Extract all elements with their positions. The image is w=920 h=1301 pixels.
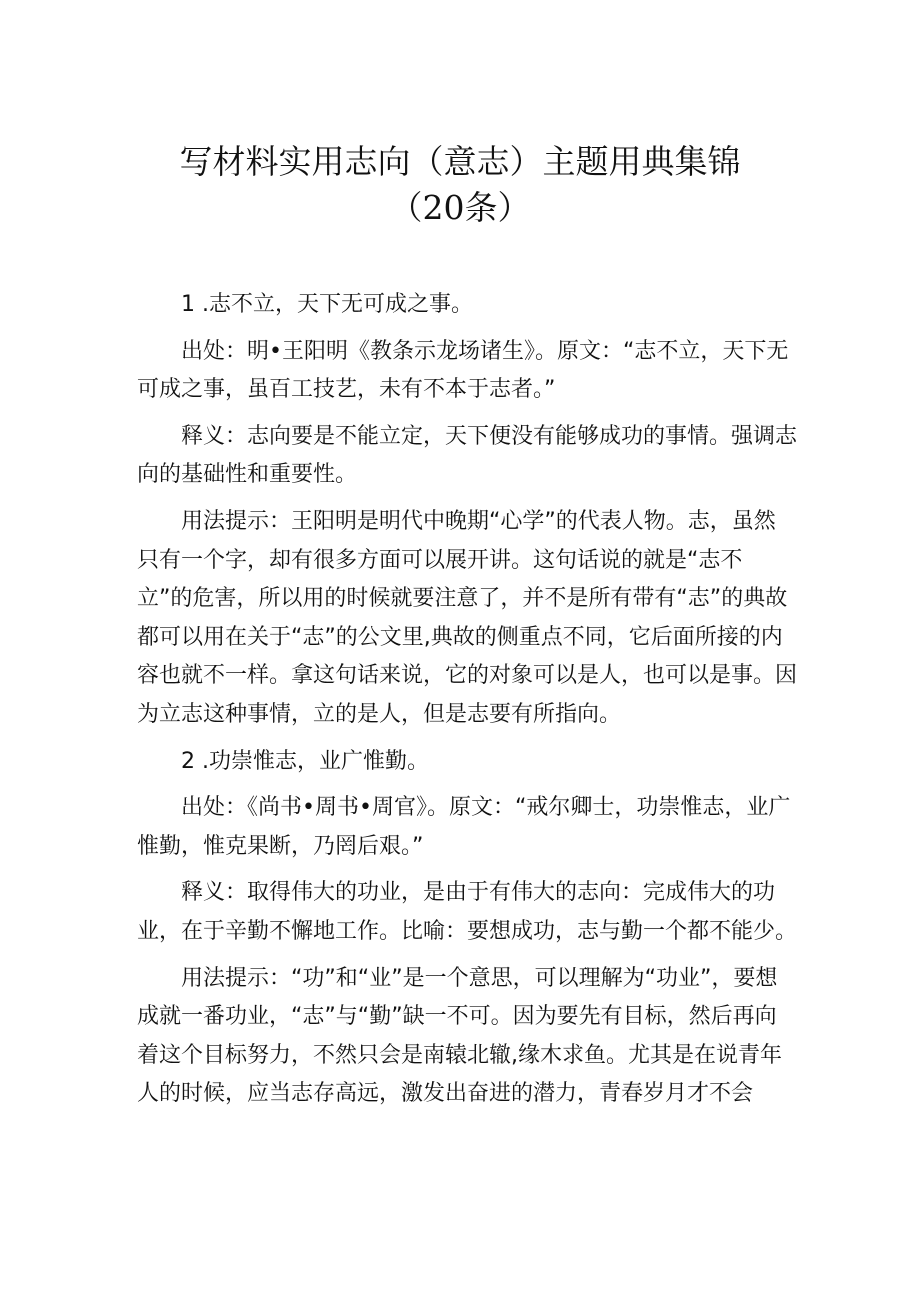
document-body (137, 286, 797, 1122)
document-subtitle: （20条） (389, 188, 531, 227)
item-1-heading: 1 .志不立，天下无可成之事。 (181, 292, 473, 317)
item-1-source: 出处：明•王阳明《教条示龙场诸生》。原文：“志不立，天下无可成之事，虽百工技艺，未有不本于志者。” (137, 338, 789, 403)
item-2-meaning: 释义：取得伟大的功业，是由于有伟大的志向：完成伟大的功业，在于辛勤不懈地工作。比喻：要想成功，志与勤一个都不能少。 (137, 880, 798, 944)
item-1-usage-tip: 用法提示：王阳明是明代中晚期“心学”的代表人物。志，虽然只有一个字，却有很多方面可以展开讲。这句话说的就是“志不立”的危害，所以用的时候就要注意了，并不是所有带有“志”的典故都可以用在关于“志”的公文里,典故的侧重点不同，它后面所接的内容也就不一样。拿这句话来说，它的对象可以是人，也可以是事。因为立志这种事情，立的是人，但是志要有所指向。 (137, 508, 798, 727)
document-title: 写材料实用志向（意志）主题用典集锦 (179, 142, 741, 181)
item-1-meaning: 释义：志向要是不能立定，天下便没有能够成功的事情。强调志向的基础性和重要性。 (137, 423, 798, 488)
item-2-heading: 2 .功崇惟志，业广惟勤。 (181, 748, 429, 774)
item-2-source: 出处：《尚书•周书•周官》。原文：“戒尔卿士，功崇惟志，业广惟勤，惟克果断，乃罔后艰。” (137, 795, 791, 859)
item-2-usage-tip: 用法提示：“功”和“业”是一个意思，可以理解为“功业”，要想成就一番功业，“志”与“勤”缺一不可。因为要先有目标，然后再向着这个目标努力，不然只会是南辕北辙,缘木求鱼。尤其是在说青年人的时候，应当志存高远，激发出奋进的潜力，青春岁月才不会 (137, 965, 782, 1107)
